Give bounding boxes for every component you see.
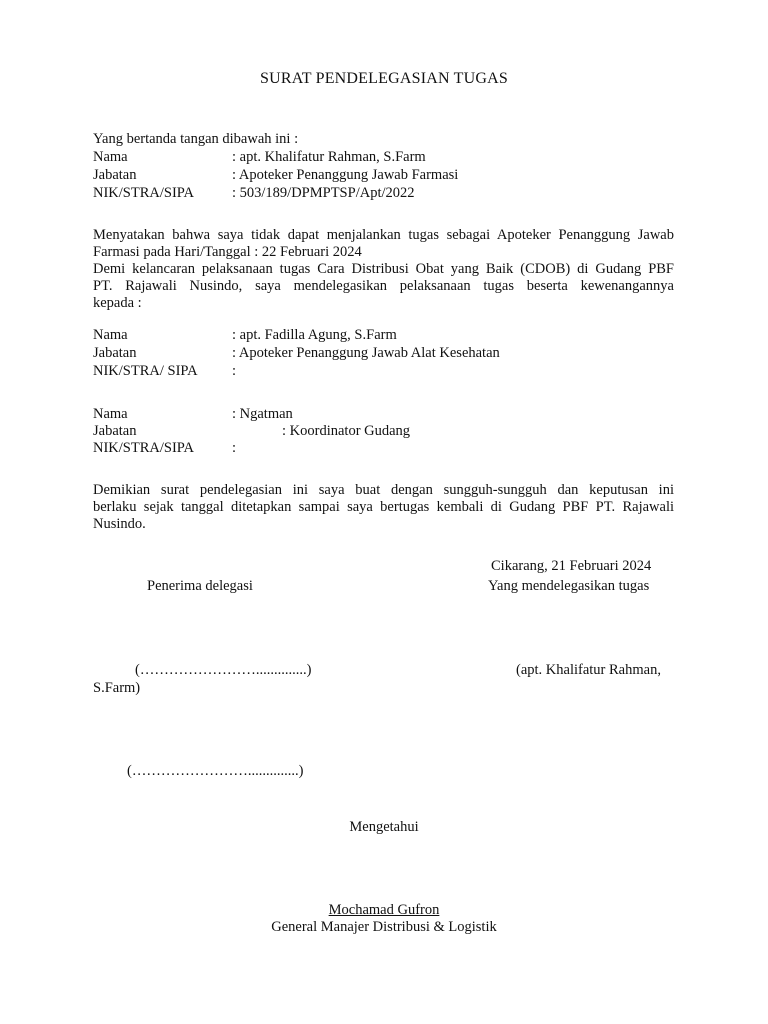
delegator-signature-name-cont: S.Farm)	[93, 680, 141, 696]
closing-line: Nusindo.	[93, 516, 146, 532]
delegate1-nik-label: NIK/STRA/ SIPA	[93, 363, 198, 379]
intro-text: Yang bertanda tangan dibawah ini :	[93, 131, 299, 147]
delegate2-nik-value: :	[232, 440, 237, 456]
document-title: SURAT PENDELEGASIAN TUGAS	[260, 70, 508, 87]
delegate2-nama-value: : Ngatman	[232, 406, 293, 422]
delegator-nama-label: Nama	[93, 149, 128, 165]
acknowledger-title: General Manajer Distribusi & Logistik	[271, 919, 497, 935]
delegator-signature-name: (apt. Khalifatur Rahman,	[516, 662, 661, 678]
closing-line: berlaku sejak tanggal ditetapkan sampai saya bertugas kembali di Gudang PBF PT. Rajawali	[93, 499, 674, 515]
delegator-nama-value: : apt. Khalifatur Rahman, S.Farm	[232, 149, 426, 165]
delegator-nik-label: NIK/STRA/SIPA	[93, 185, 194, 201]
delegate1-jabatan-label: Jabatan	[93, 345, 137, 361]
delegate2-jabatan-value: : Koordinator Gudang	[282, 423, 411, 439]
receiver2-signature-blank: (……………………..............)	[127, 763, 304, 779]
statement-line: Farmasi pada Hari/Tanggal : 22 Februari 2024	[93, 244, 362, 260]
statement-line: Demi kelancaran pelaksanaan tugas Cara Distribusi Obat yang Baik (CDOB) di Gudang PBF	[93, 261, 674, 277]
delegator-jabatan-label: Jabatan	[93, 167, 137, 183]
receiver1-signature-blank: (……………………..............)	[135, 662, 312, 678]
statement-line: Menyatakan bahwa saya tidak dapat menjalankan tugas sebagai Apoteker Penanggung Jawab	[93, 227, 674, 243]
delegate1-nama-value: : apt. Fadilla Agung, S.Farm	[232, 327, 397, 343]
delegate1-jabatan-value: : Apoteker Penanggung Jawab Alat Kesehatan	[232, 345, 500, 361]
closing-paragraph	[93, 482, 674, 533]
acknowledger-name: Mochamad Gufron	[328, 902, 440, 918]
delegator-nik-value: : 503/189/DPMPTSP/Apt/2022	[232, 185, 415, 201]
statement-line: PT. Rajawali Nusindo, saya mendelegasikan pelaksanaan tugas beserta kewenangannya	[93, 278, 674, 294]
delegator-jabatan-value: : Apoteker Penanggung Jawab Farmasi	[232, 167, 459, 183]
delegator-label: Yang mendelegasikan tugas	[488, 578, 650, 594]
delegate2-jabatan-label: Jabatan	[93, 423, 137, 439]
delegate1-nama-label: Nama	[93, 327, 128, 343]
acknowledged-label: Mengetahui	[349, 819, 419, 835]
closing-line: Demikian surat pendelegasian ini saya buat dengan sungguh-sungguh dan keputusan ini	[93, 482, 674, 498]
receiver-label: Penerima delegasi	[147, 578, 253, 594]
delegate1-nik-value: :	[232, 363, 237, 379]
place-date: Cikarang, 21 Februari 2024	[491, 558, 652, 574]
statement-paragraph	[93, 227, 674, 312]
statement-line: kepada :	[93, 295, 142, 311]
delegate2-nik-label: NIK/STRA/SIPA	[93, 440, 194, 456]
acknowledger-name-row	[0, 901, 768, 919]
delegate2-nama-label: Nama	[93, 406, 128, 422]
